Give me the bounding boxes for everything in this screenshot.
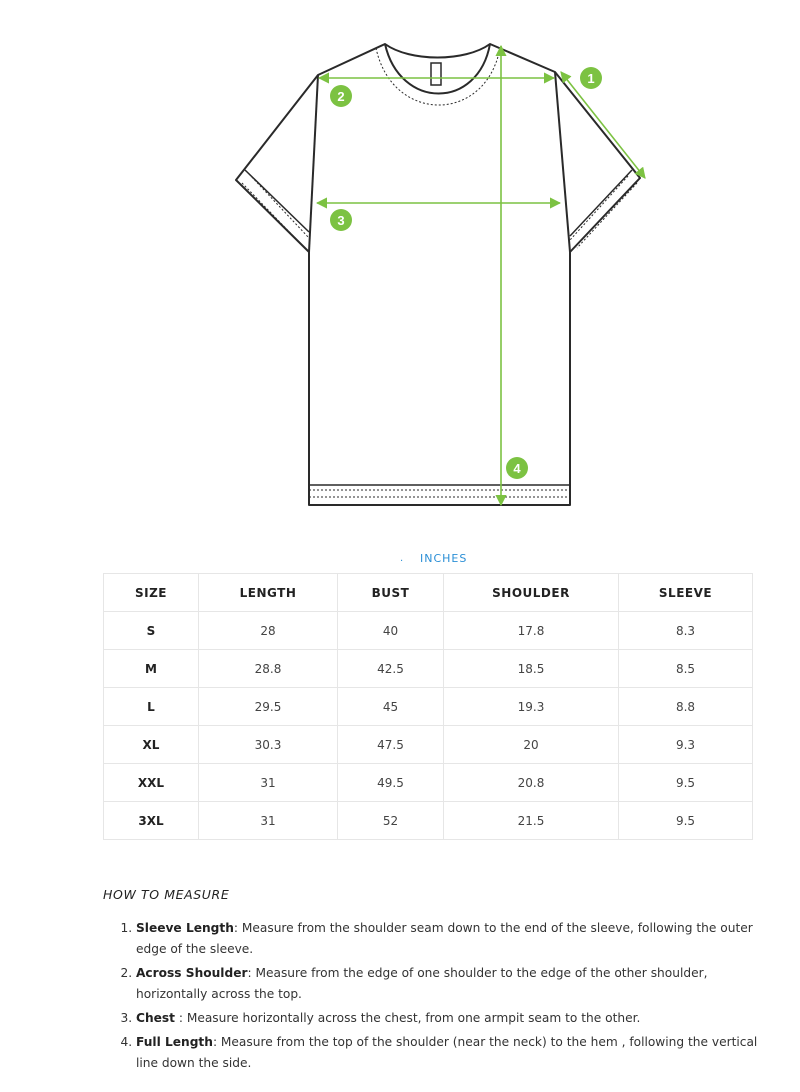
- header-length: LENGTH: [199, 574, 338, 612]
- table-row: [104, 802, 753, 840]
- cell-length: 30.3: [199, 726, 338, 764]
- step-term: Full Length: [136, 1035, 213, 1049]
- svg-text:4: 4: [513, 461, 521, 476]
- cell-shoulder: 20.8: [444, 764, 619, 802]
- cell-bust: 45: [338, 688, 444, 726]
- header-bust: BUST: [338, 574, 444, 612]
- cell-bust: 40: [338, 612, 444, 650]
- unit-dot: .: [400, 553, 404, 564]
- cell-length: 28.8: [199, 650, 338, 688]
- unit-text: INCHES: [420, 552, 468, 565]
- svg-text:3: 3: [337, 213, 345, 228]
- cell-length: 28: [199, 612, 338, 650]
- list-item: [136, 918, 776, 960]
- cell-shoulder: 18.5: [444, 650, 619, 688]
- step-sep: :: [212, 1035, 221, 1049]
- cell-sleeve: 8.8: [619, 688, 753, 726]
- header-sleeve: SLEEVE: [619, 574, 753, 612]
- table-row: [104, 612, 753, 650]
- how-to-measure-heading: HOW TO MEASURE: [103, 887, 230, 902]
- step-sep: :: [247, 966, 256, 980]
- cell-bust: 47.5: [338, 726, 444, 764]
- step-sep: :: [233, 921, 242, 935]
- table-row: [104, 726, 753, 764]
- table-row: [104, 688, 753, 726]
- tshirt-measurement-diagram: [0, 0, 800, 540]
- step-text: Measure horizontally across the chest, from one armpit seam to the other.: [186, 1011, 641, 1025]
- marker-4: [506, 457, 528, 479]
- step-text: Measure from the top of the shoulder (near the neck) to the hem , following the vertical line down the side.: [136, 1035, 758, 1070]
- step-text: Measure from the edge of one shoulder to the edge of the other shoulder, horizontally across the top.: [136, 966, 708, 1001]
- cell-size: M: [104, 650, 199, 688]
- cell-sleeve: 9.5: [619, 764, 753, 802]
- step-sep: :: [174, 1011, 187, 1025]
- cell-size: L: [104, 688, 199, 726]
- header-size: SIZE: [104, 574, 199, 612]
- cell-sleeve: 9.3: [619, 726, 753, 764]
- marker-1: [580, 67, 602, 89]
- tshirt-outline: [236, 44, 640, 505]
- marker-2: [330, 85, 352, 107]
- list-item: [136, 1032, 776, 1074]
- table-header-row: [104, 574, 753, 612]
- svg-text:1: 1: [587, 71, 595, 86]
- list-item: [136, 963, 776, 1005]
- step-term: Chest: [136, 1011, 175, 1025]
- svg-text:2: 2: [337, 89, 345, 104]
- table-row: [104, 764, 753, 802]
- table-row: [104, 650, 753, 688]
- cell-bust: 52: [338, 802, 444, 840]
- step-text: Measure from the shoulder seam down to the end of the sleeve, following the outer edge of the sleeve.: [136, 921, 753, 956]
- list-item: [136, 1008, 776, 1029]
- cell-size: S: [104, 612, 199, 650]
- size-chart-table: [103, 573, 753, 840]
- cell-sleeve: 8.5: [619, 650, 753, 688]
- cell-length: 31: [199, 764, 338, 802]
- unit-label: [0, 551, 800, 567]
- marker-3: [330, 209, 352, 231]
- header-shoulder: SHOULDER: [444, 574, 619, 612]
- cell-sleeve: 8.3: [619, 612, 753, 650]
- step-term: Across Shoulder: [136, 966, 248, 980]
- cell-sleeve: 9.5: [619, 802, 753, 840]
- cell-size: XL: [104, 726, 199, 764]
- cell-shoulder: 17.8: [444, 612, 619, 650]
- step-term: Sleeve Length: [136, 921, 234, 935]
- cell-size: XXL: [104, 764, 199, 802]
- neck-tag: [431, 63, 441, 85]
- measure-steps-list: [103, 918, 776, 1077]
- cell-shoulder: 19.3: [444, 688, 619, 726]
- cell-shoulder: 21.5: [444, 802, 619, 840]
- cell-bust: 42.5: [338, 650, 444, 688]
- cell-shoulder: 20: [444, 726, 619, 764]
- cell-length: 31: [199, 802, 338, 840]
- cell-length: 29.5: [199, 688, 338, 726]
- cell-bust: 49.5: [338, 764, 444, 802]
- cell-size: 3XL: [104, 802, 199, 840]
